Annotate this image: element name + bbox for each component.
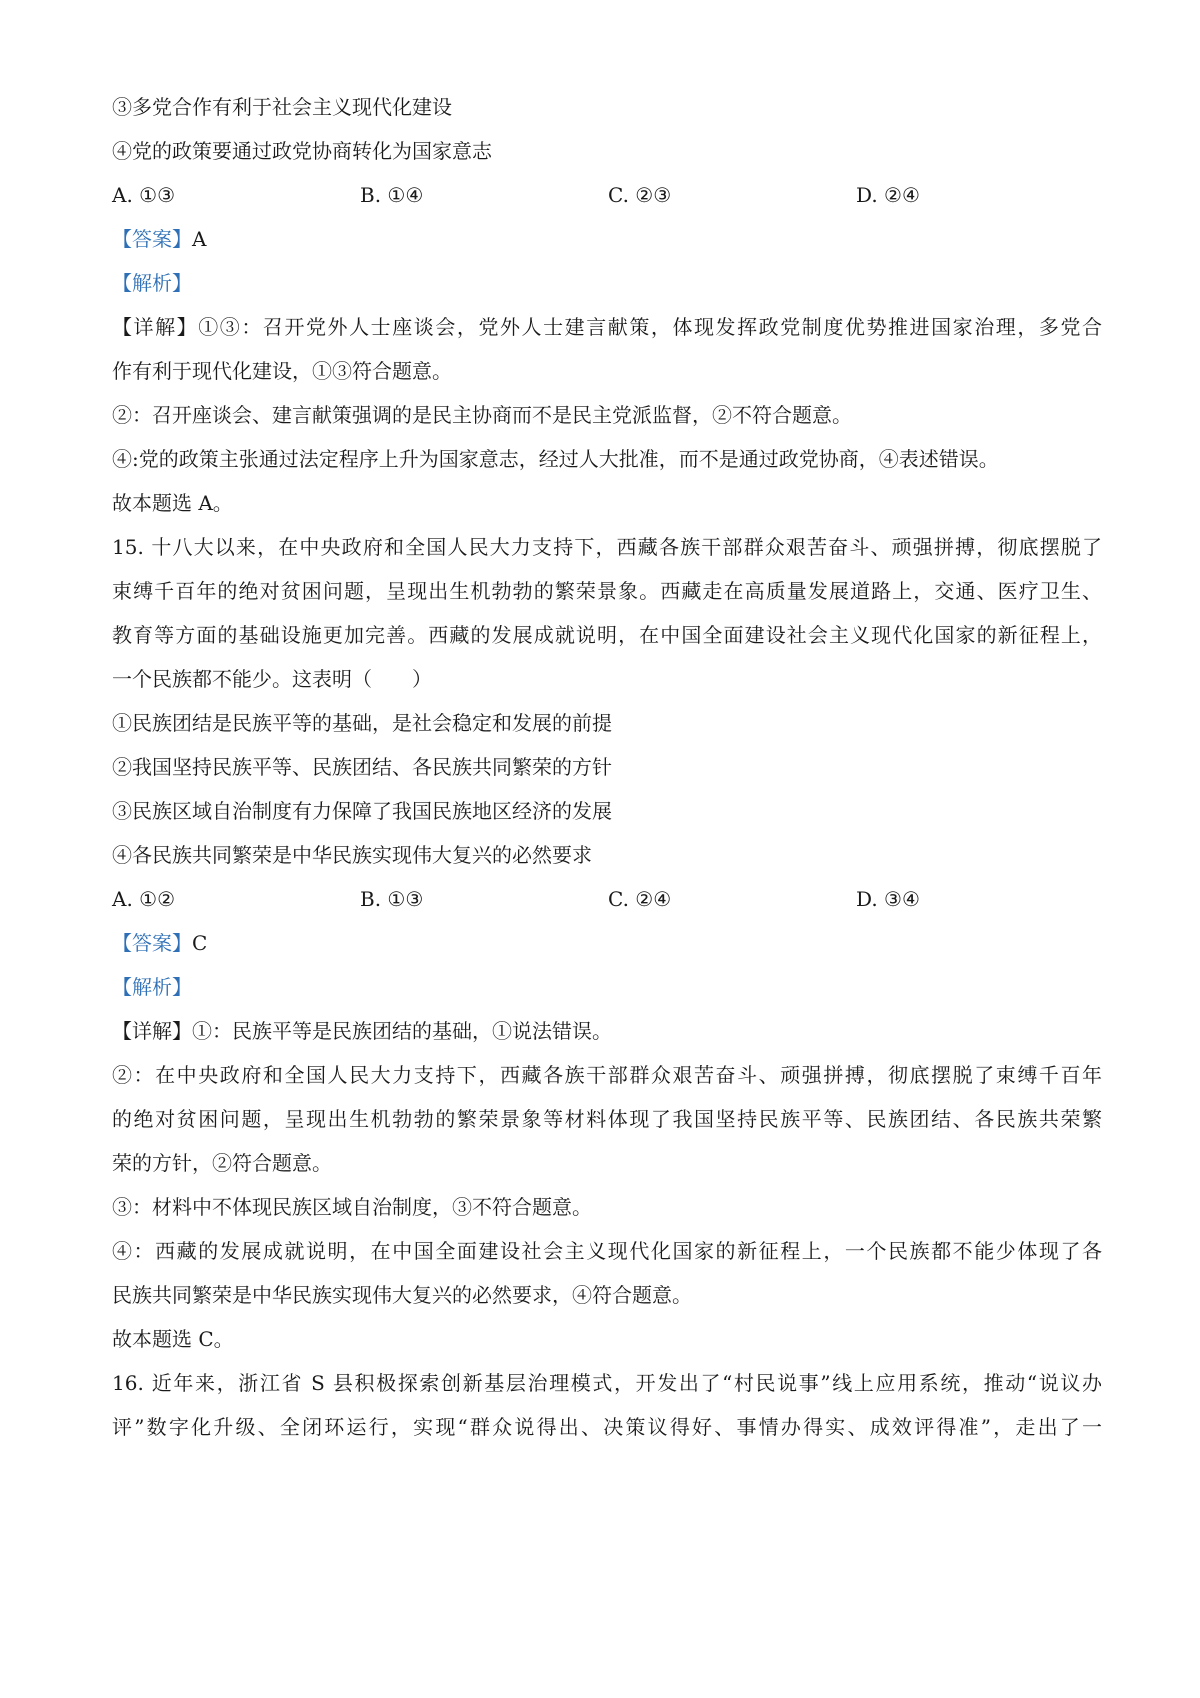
q15-detail-line: 民族共同繁荣是中华民族实现伟大复兴的必然要求，④符合题意。 <box>112 1283 692 1307</box>
answer-tag: 【答案】 <box>112 227 192 251</box>
q15-stem-line: 一个民族都不能少。这表明（ ） <box>112 667 432 691</box>
q14-analysis-tag: 【解析】 <box>112 271 192 295</box>
q15-detail-line: 【详解】①：民族平等是民族团结的基础，①说法错误。 <box>112 1019 612 1043</box>
q14-detail-line: 作有利于现代化建设，①③符合题意。 <box>112 359 452 383</box>
q15-option-a: A. ①② <box>112 887 176 911</box>
q16-stem-line: 评”数字化升级、全闭环运行，实现“群众说得出、决策议得好、事情办得实、成效评得准”，走出了一 <box>112 1415 1102 1439</box>
q15-item-3: ③民族区域自治制度有力保障了我国民族地区经济的发展 <box>112 799 612 823</box>
answer-value: C <box>192 931 208 955</box>
q15-conclusion: 故本题选 C。 <box>112 1327 234 1351</box>
answer-value: A <box>192 227 207 251</box>
q15-stem-line: 教育等方面的基础设施更加完善。西藏的发展成就说明，在中国全面建设社会主义现代化国家的新征程上， <box>112 623 1102 647</box>
q14-detail-line: ②：召开座谈会、建言献策强调的是民主协商而不是民主党派监督，②不符合题意。 <box>112 403 852 427</box>
q14-item-3: ③多党合作有利于社会主义现代化建设 <box>112 95 452 119</box>
q14-item-4: ④党的政策要通过政党协商转化为国家意志 <box>112 139 492 163</box>
q15-detail-line: ④：西藏的发展成就说明，在中国全面建设社会主义现代化国家的新征程上，一个民族都不能少体现了各 <box>112 1239 1102 1263</box>
q15-detail-line: 的绝对贫困问题，呈现出生机勃勃的繁荣景象等材料体现了我国坚持民族平等、民族团结、各民族共荣繁 <box>112 1107 1102 1131</box>
q14-detail-line: 【详解】①③：召开党外人士座谈会，党外人士建言献策，体现发挥政党制度优势推进国家治理，多党合 <box>112 315 1102 339</box>
q14-option-c: C. ②③ <box>608 183 672 207</box>
q14-option-d: D. ②④ <box>856 183 920 207</box>
q15-option-d: D. ③④ <box>856 887 920 911</box>
q15-detail-line: ②：在中央政府和全国人民大力支持下，西藏各族干部群众艰苦奋斗、顽强拼搏，彻底摆脱了束缚千百年 <box>112 1063 1102 1087</box>
q15-option-c: C. ②④ <box>608 887 672 911</box>
q14-detail-line: ④:党的政策主张通过法定程序上升为国家意志，经过人大批准，而不是通过政党协商，④表述错误。 <box>112 447 999 471</box>
q15-item-1: ①民族团结是民族平等的基础，是社会稳定和发展的前提 <box>112 711 612 735</box>
q16-stem-line: 16. 近年来，浙江省 S 县积极探索创新基层治理模式，开发出了“村民说事”线上应用系统，推动“说议办 <box>112 1371 1102 1395</box>
q15-option-b: B. ①③ <box>360 887 424 911</box>
q14-option-b: B. ①④ <box>360 183 424 207</box>
q14-conclusion: 故本题选 A。 <box>112 491 233 515</box>
q15-item-4: ④各民族共同繁荣是中华民族实现伟大复兴的必然要求 <box>112 843 592 867</box>
q15-answer <box>112 929 1102 957</box>
q15-detail-line: 荣的方针，②符合题意。 <box>112 1151 332 1175</box>
answer-tag: 【答案】 <box>112 931 192 955</box>
q15-stem-line: 15. 十八大以来，在中央政府和全国人民大力支持下，西藏各族干部群众艰苦奋斗、顽强拼搏，彻底摆脱了 <box>112 535 1102 559</box>
q14-answer <box>112 225 1102 253</box>
q15-stem-line: 束缚千百年的绝对贫困问题，呈现出生机勃勃的繁荣景象。西藏走在高质量发展道路上，交通、医疗卫生、 <box>112 579 1102 603</box>
q15-detail-line: ③：材料中不体现民族区域自治制度，③不符合题意。 <box>112 1195 592 1219</box>
q15-item-2: ②我国坚持民族平等、民族团结、各民族共同繁荣的方针 <box>112 755 612 779</box>
q14-option-a: A. ①③ <box>112 183 176 207</box>
q15-analysis-tag: 【解析】 <box>112 975 192 999</box>
